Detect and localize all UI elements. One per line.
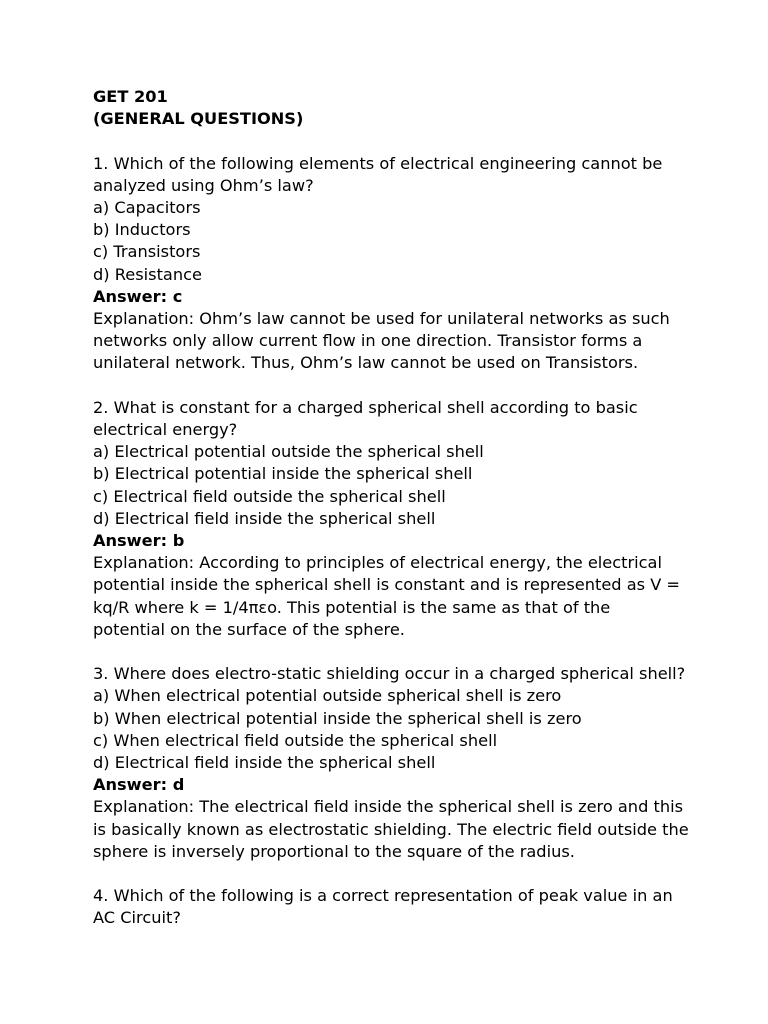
option-d: d) Electrical field inside the spherical shell	[93, 508, 436, 528]
option-c: c) When electrical field outside the spherical shell	[93, 730, 498, 750]
question-3	[93, 663, 753, 863]
question-1	[93, 153, 753, 375]
spacer	[93, 130, 753, 152]
option-c: c) Transistors	[93, 242, 201, 262]
question-prompt-line: 1. Which of the following elements of electrical engineering cannot be	[93, 153, 663, 173]
option-c: c) Electrical field outside the spherical shell	[93, 486, 446, 506]
question-2	[93, 397, 753, 641]
question-prompt-line: electrical energy?	[93, 420, 238, 440]
option-d: d) Resistance	[93, 264, 202, 284]
course-code-heading: GET 201	[93, 87, 168, 106]
explanation-line: potential inside the spherical shell is constant and is represented as V =	[93, 575, 680, 595]
explanation-line: Explanation: Ohm’s law cannot be used for unilateral networks as such	[93, 309, 670, 329]
question-prompt-line: 4. Which of the following is a correct representation of peak value in an	[93, 886, 673, 906]
question-prompt-line: 3. Where does electro-static shielding occur in a charged spherical shell?	[93, 664, 686, 684]
spacer	[93, 863, 753, 885]
question-4	[93, 885, 753, 929]
question-prompt-line: 2. What is constant for a charged spherical shell according to basic	[93, 397, 638, 417]
document-page	[93, 86, 753, 930]
option-b: b) When electrical potential inside the spherical shell is zero	[93, 708, 582, 728]
section-subtitle: (GENERAL QUESTIONS)	[93, 109, 304, 129]
option-a: a) Capacitors	[93, 198, 201, 217]
option-a: a) When electrical potential outside spherical shell is zero	[93, 686, 562, 706]
question-prompt-line: AC Circuit?	[93, 908, 181, 928]
explanation-line: Explanation: According to principles of electrical energy, the electrical	[93, 553, 662, 573]
explanation-line: potential on the surface of the sphere.	[93, 619, 405, 639]
option-d: d) Electrical field inside the spherical shell	[93, 753, 436, 773]
explanation-line: kq/R where k = 1/4πεo. This potential is the same as that of the	[93, 597, 611, 617]
option-a: a) Electrical potential outside the spherical shell	[93, 442, 484, 462]
explanation-line: unilateral network. Thus, Ohm’s law cannot be used on Transistors.	[93, 353, 639, 373]
explanation-line: Explanation: The electrical field inside the spherical shell is zero and this	[93, 797, 684, 817]
explanation-line: sphere is inversely proportional to the square of the radius.	[93, 841, 575, 861]
answer-label: Answer: d	[93, 775, 185, 795]
answer-label: Answer: b	[93, 531, 185, 551]
explanation-line: networks only allow current flow in one direction. Transistor forms a	[93, 331, 643, 351]
spacer	[93, 641, 753, 663]
spacer	[93, 375, 753, 397]
answer-label: Answer: c	[93, 286, 183, 306]
option-b: b) Inductors	[93, 220, 191, 240]
explanation-line: is basically known as electrostatic shielding. The electric field outside the	[93, 819, 689, 839]
option-b: b) Electrical potential inside the spherical shell	[93, 464, 473, 484]
question-prompt-line: analyzed using Ohm’s law?	[93, 175, 314, 195]
